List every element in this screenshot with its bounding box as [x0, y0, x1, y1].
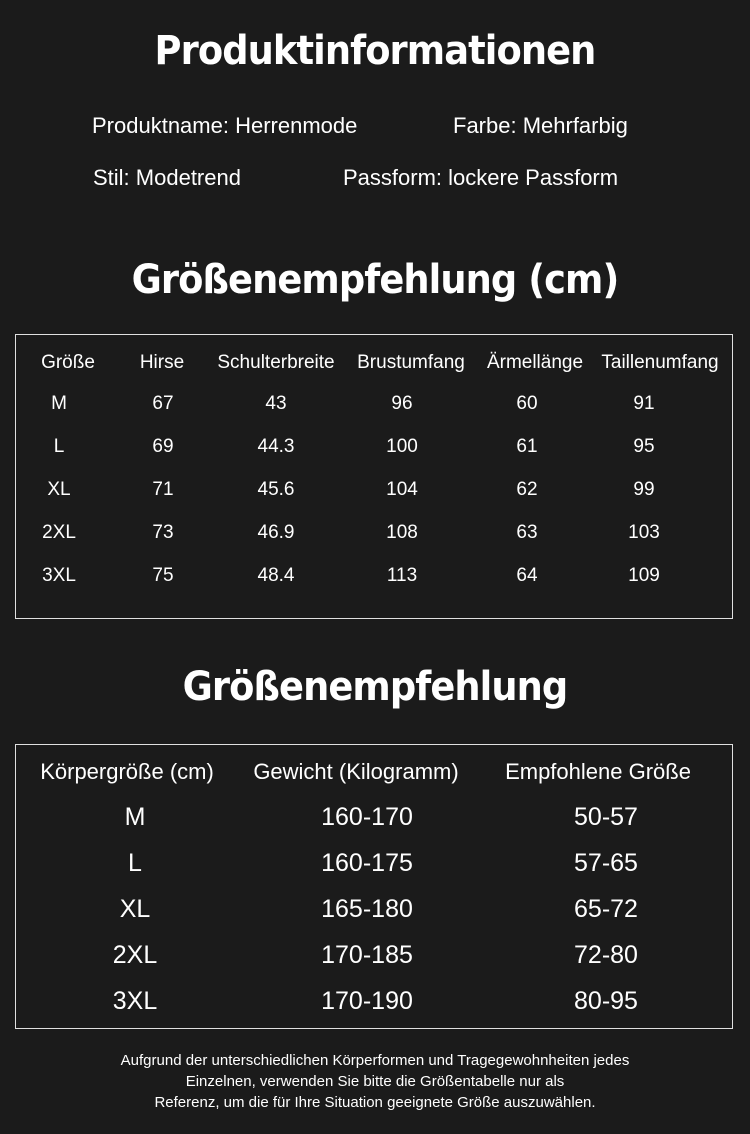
recommendation-table-cell: 65-72	[574, 895, 638, 923]
size-table-cell: 67	[152, 393, 174, 414]
size-table-cell: 100	[386, 436, 418, 457]
disclaimer-line: Referenz, um die für Ihre Situation geeignete Größe auszuwählen.	[154, 1094, 596, 1111]
recommendation-table-cell: L	[128, 849, 142, 877]
size-table-header: Brustumfang	[357, 352, 465, 373]
size-table-cell: 60	[516, 393, 538, 414]
recommendation-table-cell: XL	[119, 895, 151, 923]
recommendation-table-cell: 170-185	[321, 941, 413, 969]
size-table-cell: 45.6	[257, 479, 295, 500]
size-table-cell: 64	[516, 565, 538, 586]
size-table-cell: L	[53, 436, 65, 457]
size-table-cell: 108	[386, 522, 418, 543]
recommendation-table-cell: 165-180	[321, 895, 413, 923]
size-table-cell: 96	[391, 393, 413, 414]
recommendation-table-header: Empfohlene Größe	[505, 759, 691, 784]
size-table-cell: 63	[516, 522, 538, 543]
recommendation-table-cell: 160-170	[321, 803, 413, 831]
size-table-cell: 2XL	[42, 522, 76, 543]
size-table-cell: 113	[386, 565, 418, 586]
size-table-cell: 95	[633, 436, 655, 457]
size-table-cell: 46.9	[257, 522, 295, 543]
recommendation-table-cell: 80-95	[574, 987, 638, 1015]
size-table-cell: 75	[152, 565, 174, 586]
fit-text: Passform: lockere Passform	[343, 165, 619, 190]
size-table-cell: 91	[633, 393, 655, 414]
size-table	[15, 334, 733, 619]
recommendation-table-cell: 57-65	[574, 849, 638, 877]
size-table-cell: 44.3	[257, 436, 295, 457]
size-table-header: Größe	[41, 352, 95, 373]
size-table-cell: 43	[265, 393, 287, 414]
disclaimer-line: Aufgrund der unterschiedlichen Körperformen und Tragegewohnheiten jedes	[120, 1052, 630, 1069]
recommendation-table-cell: M	[124, 803, 146, 831]
recommendation-table-header: Körpergröße (cm)	[40, 759, 214, 784]
size-table-cell: 104	[386, 479, 418, 500]
recommendation-table-title: Größenempfehlung	[182, 664, 568, 710]
size-table-cell: 62	[516, 479, 538, 500]
size-table-header: Hirse	[139, 352, 185, 373]
recommendation-table-cell: 160-175	[321, 849, 413, 877]
size-table-cell: 71	[152, 479, 174, 500]
size-table-cell: 99	[633, 479, 655, 500]
recommendation-table-cell: 2XL	[112, 941, 158, 969]
size-table-cell: 103	[628, 522, 660, 543]
recommendation-table-header: Gewicht (Kilogramm)	[253, 759, 459, 784]
recommendation-table-cell: 72-80	[574, 941, 638, 969]
disclaimer-line: Einzelnen, verwenden Sie bitte die Größentabelle nur als	[185, 1073, 565, 1090]
size-table-cell: 61	[516, 436, 538, 457]
product-name-text: Produktname: Herrenmode	[92, 113, 358, 138]
size-disclaimer	[0, 1050, 750, 1113]
recommendation-table	[15, 744, 733, 1029]
size-table-cell: 3XL	[42, 565, 76, 586]
color-text: Farbe: Mehrfarbig	[453, 113, 628, 138]
size-table-cell: 73	[152, 522, 174, 543]
size-table-cell: 48.4	[257, 565, 295, 586]
recommendation-table-cell: 3XL	[112, 987, 158, 1015]
recommendation-table-cell: 50-57	[574, 803, 638, 831]
size-table-cell: 69	[152, 436, 174, 457]
size-table-header: Ärmellänge	[486, 352, 584, 373]
size-table-cell: XL	[47, 479, 71, 500]
size-table-cell: 109	[628, 565, 660, 586]
recommendation-table-cell: 170-190	[321, 987, 413, 1015]
style-text: Stil: Modetrend	[93, 165, 241, 190]
product-info-title: Produktinformationen	[154, 28, 596, 74]
size-table-title: Größenempfehlung (cm)	[131, 257, 619, 303]
size-table-header: Schulterbreite	[217, 352, 335, 373]
size-table-cell: M	[51, 393, 67, 414]
size-table-header: Taillenumfang	[601, 352, 719, 373]
